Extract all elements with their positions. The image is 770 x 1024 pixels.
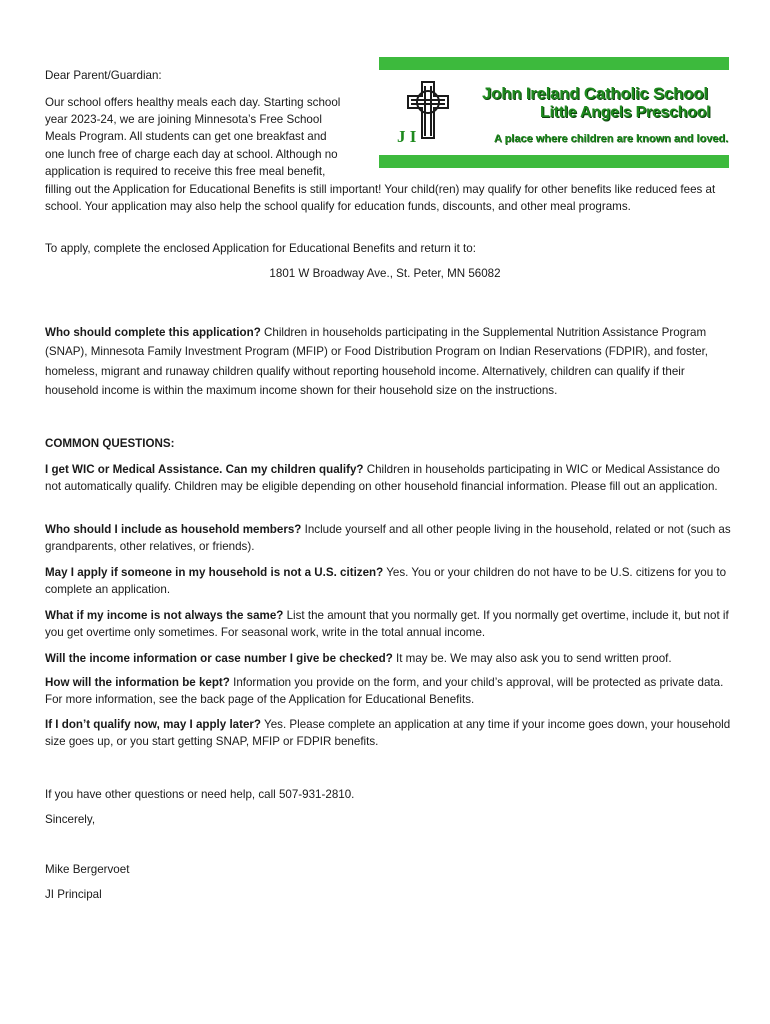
faq-answer: Yes. You or your children do not have to be U.S. citizens for you to complete an application. — [45, 566, 727, 597]
intro-line: Our school offers healthy meals each day. Starting school — [45, 96, 341, 109]
faq-item — [45, 716, 735, 750]
faq-question: May I apply if someone in my household is not a U.S. citizen? — [45, 566, 384, 579]
contact-line: If you have other questions or need help, call 507-931-2810. — [45, 788, 355, 801]
signer-name: Mike Bergervoet — [45, 863, 130, 876]
faq-answer: It may be. We may also ask you to send written proof. — [392, 652, 672, 665]
faq-answer: Information you provide on the form, and your child’s approval, will be protected as private data. For more information, see the back page of the Application for Educational Benefits. — [45, 676, 724, 707]
faq-answer: Children in households participating in WIC or Medical Assistance do not automatically qualify. Children may be eligible depending on other household financial information. Please fill out an application. — [45, 463, 720, 494]
faq-question: What if my income is not always the same? — [45, 609, 284, 622]
faq-item — [45, 607, 735, 641]
faq-question: Who should I include as household members? — [45, 523, 302, 536]
logo-letters: J I — [397, 127, 417, 146]
preschool-name: Little Angels Preschool — [540, 104, 711, 121]
faq-answer: List the amount that you normally get. If you normally get overtime, include it, but not if you get overtime only sometimes. For seasonal work, write in the total annual income. — [45, 609, 729, 640]
intro-line: year 2023-24, we are joining Minnesota’s Free School — [45, 113, 322, 127]
banner-body — [379, 70, 729, 155]
faq-item — [45, 521, 735, 555]
school-tagline: A place where children are known and loved. — [494, 133, 729, 145]
faq-answer: Children in households participating in the Supplemental Nutrition Assistance Program (SNAP), Minnesota Family Investment Program (MFIP) or Food Distribution Program on Indian Reservations (FDPIR), and foster, homeless, migrant and runaway children qualify without reporting household income. Alternatively, children can qualify if their household income is within the maximum income shown for their household size on the instructions. — [45, 326, 709, 398]
greeting: Dear Parent/Guardian: — [45, 69, 162, 82]
faq-question: Will the income information or case number I give be checked? — [45, 652, 393, 665]
intro-line: application is required to receive this free meal benefit, — [45, 164, 326, 178]
faq-answer: Yes. Please complete an application at any time if your income goes down, your household size goes up, or you start getting SNAP, MFIP or FDPIR benefits. — [45, 718, 731, 749]
faq-item — [45, 650, 735, 667]
faq-item — [45, 461, 735, 495]
apply-instruction: To apply, complete the enclosed Application for Educational Benefits and return it to: — [45, 242, 476, 255]
faq-question: I get WIC or Medical Assistance. Can my children qualify? — [45, 463, 364, 476]
intro-line: one lunch free of charge each day at school. Although no — [45, 147, 338, 161]
faq-question: Who should complete this application? — [45, 326, 261, 339]
intro-paragraph — [45, 94, 375, 180]
faq-answer: Include yourself and all other people living in the household, related or not (such as grandparents, other relatives, or friends). — [45, 523, 731, 554]
faq-question: If I don’t qualify now, may I apply later? — [45, 718, 262, 731]
faq-item — [45, 564, 735, 598]
common-questions-heading: COMMON QUESTIONS: — [45, 437, 175, 450]
school-name: John Ireland Catholic School — [482, 84, 708, 103]
closing: Sincerely, — [45, 813, 96, 826]
school-banner — [379, 57, 729, 168]
celtic-cross-logo — [393, 78, 463, 148]
faq-question: How will the information be kept? — [45, 676, 230, 689]
return-address: 1801 W Broadway Ave., St. Peter, MN 56082 — [269, 267, 501, 280]
intro-line: Meals Program. All students can get one breakfast and — [45, 130, 327, 144]
faq-item — [45, 674, 735, 708]
who-should-apply — [45, 323, 735, 401]
signer-title: JI Principal — [45, 888, 102, 901]
intro-continued: filling out the Application for Educational Benefits is still important! Your child(ren) may qualify for other benefits like reduced fees at school. Your application may also help the school qualify for education funds, discounts, and other meal programs. — [45, 183, 716, 214]
